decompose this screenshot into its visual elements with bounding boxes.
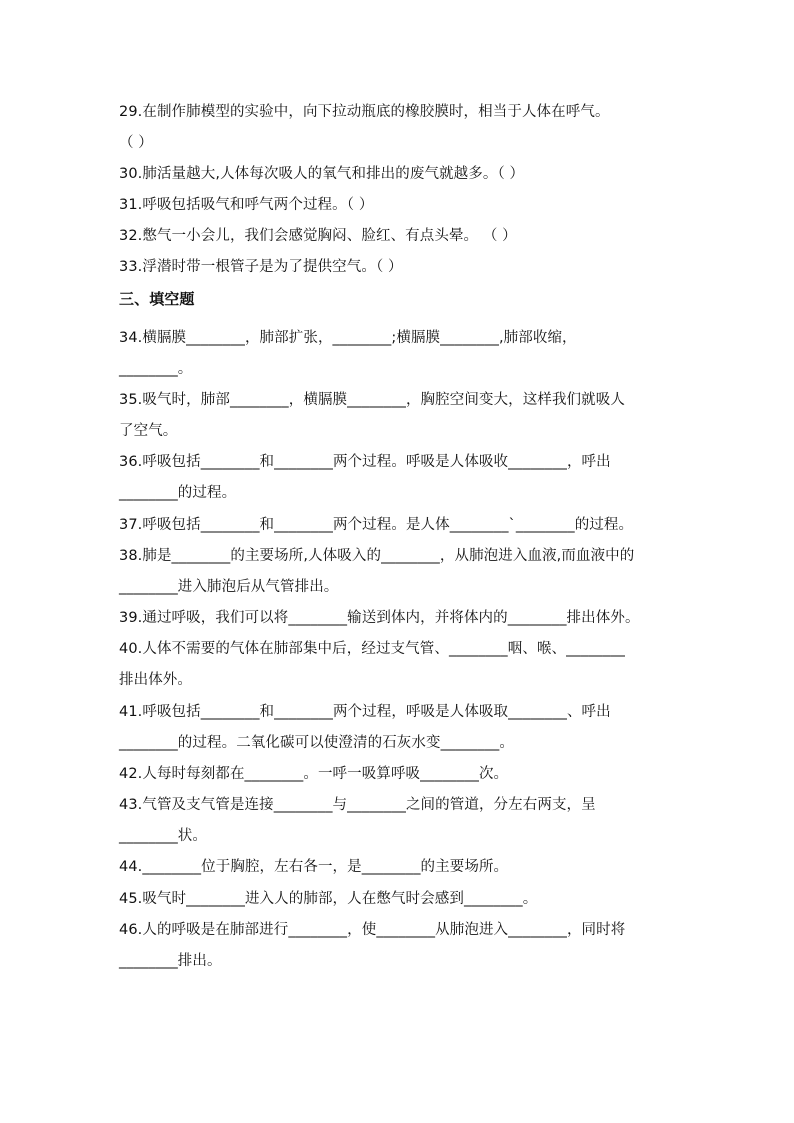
question-31: 31.呼吸包括吸气和呼气两个过程。（ ） [119, 197, 374, 213]
question-46: 46.人的呼吸是在肺部进行________，使________从肺泡进入________，同时将 [119, 922, 626, 938]
question-41: 41.呼吸包括________和________两个过程，呼吸是人体吸取________、呼出 [119, 704, 611, 720]
question-34-cont: ________。 [119, 361, 193, 377]
question-44: 44.________位于胸腔，左右各一，是________的主要场所。 [119, 859, 509, 875]
question-39: 39.通过呼吸，我们可以将________输送到体内，并将体内的________排出体外。 [119, 610, 640, 626]
question-40: 40.人体不需要的气体在肺部集中后，经过支气管、________咽、喉、________ [119, 641, 625, 657]
question-35-cont: 了空气。 [119, 423, 178, 439]
question-43-cont: ________状。 [119, 828, 207, 844]
section-heading-fill-in: 三、填空题 [119, 290, 195, 308]
question-29-answer-bracket: （ ） [119, 135, 153, 151]
question-43: 43.气管及支气管是连接________与________之间的管道，分左右两支，呈 [119, 797, 596, 813]
question-38: 38.肺是________的主要场所,人体吸入的________，从肺泡进入血液,而血液中的 [119, 548, 635, 564]
question-36-cont: ________的过程。 [119, 485, 237, 501]
question-35: 35.吸气时，肺部________，横膈膜________，胸腔空间变大，这样我们就吸人 [119, 392, 625, 408]
question-32: 32.憋气一小会儿，我们会感觉胸闷、脸红、有点头晕。 （ ） [119, 228, 517, 244]
question-42: 42.人每时每刻都在________。一呼一吸算呼吸________次。 [119, 766, 509, 782]
question-40-cont: 排出体外。 [119, 672, 192, 688]
question-33: 33.浮潜时带一根管子是为了提供空气。（ ） [119, 259, 403, 275]
question-38-cont: ________进入肺泡后从气管排出。 [119, 579, 339, 595]
question-34: 34.横膈膜________，肺部扩张，________;横膈膜________,肺部收缩， [119, 330, 577, 346]
question-46-cont: ________排出。 [119, 953, 222, 969]
question-37: 37.呼吸包括________和________两个过程。是人体________`________的过程。 [119, 517, 634, 533]
question-36: 36.呼吸包括________和________两个过程。呼吸是人体吸收________，呼出 [119, 454, 611, 470]
question-45: 45.吸气时________进入人的肺部，人在憋气时会感到________。 [119, 891, 538, 907]
question-29: 29.在制作肺模型的实验中，向下拉动瓶底的橡胶膜时，相当于人体在呼气。 [119, 104, 610, 120]
question-30: 30.肺活量越大,人体每次吸人的氧气和排出的废气就越多。（ ） [119, 166, 525, 182]
question-41-cont: ________的过程。二氧化碳可以使澄清的石灰水变________。 [119, 735, 514, 751]
